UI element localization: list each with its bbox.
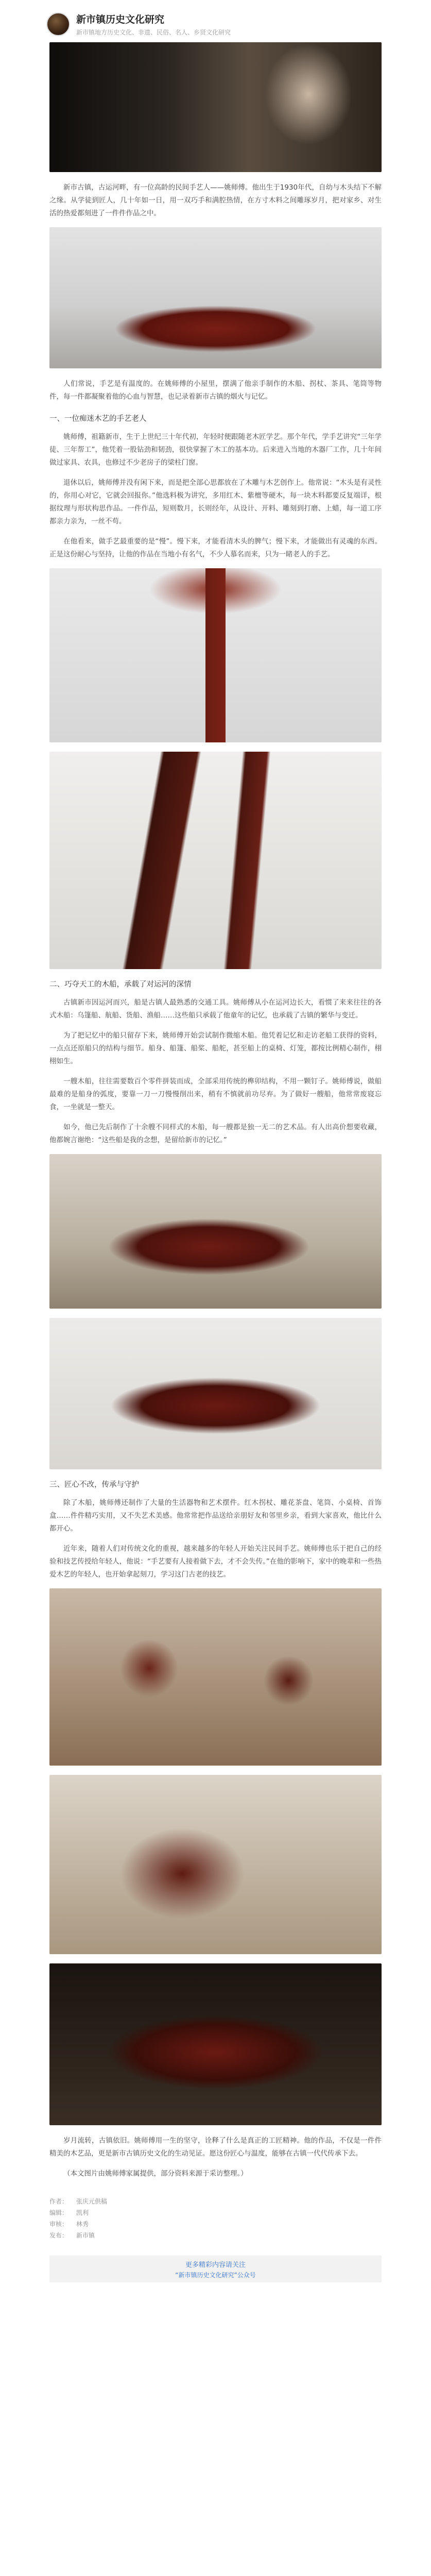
intro-paragraph-2: 人们常说，手艺是有温度的。在姚师傅的小屋里，摆满了他亲手制作的木船、拐杖、茶具、笔筒等物件，每一件都凝聚着他的心血与智慧，也记录着新市古镇的烟火与记忆。 (49, 380, 382, 401)
section-3-title: 三、匠心不改，传承与守护 (49, 1481, 139, 1489)
meta-review-value: 林秀 (76, 2221, 89, 2228)
wooden-boat-photo-2 (49, 1154, 382, 1309)
wooden-boat-photo-3 (49, 1318, 382, 1469)
article-meta (49, 2196, 382, 2241)
section-2-paragraph-3: 一艘木船，往往需要数百个零件拼装而成，全部采用传统的榫卯结构，不用一颗钉子。姚师傅说，做船最难的是船身的弧度，要靠一刀一刀慢慢削出来，稍有不慎就前功尽弃。为了做好一艘船，他常常废寝忘食，一坐就是一整天。 (49, 1077, 382, 1111)
meta-editor-row (49, 2207, 382, 2218)
wooden-boat-photo-1 (49, 227, 382, 368)
meta-author-key: 作者： (49, 2198, 68, 2205)
section-2-paragraph-2: 为了把记忆中的船只留存下来，姚师傅开始尝试制作微缩木船。他凭着记忆和走访老船工获得的资料，一点点还原船只的结构与细节。船身、船篷、船桨、船舵，甚至船上的桌椅、灯笼，都按比例精心制作，栩栩如生。 (49, 1031, 382, 1065)
meta-author-row (49, 2196, 382, 2207)
meta-publish-value: 新市镇 (76, 2232, 95, 2239)
promo-line-1: 更多精彩内容请关注 (185, 2261, 246, 2269)
section-1-paragraph-1: 姚师傅，祖籍新市，生于上世纪三十年代初，年轻时便跟随老木匠学艺。那个年代，学手艺讲究“三年学徒、三年帮工”，他凭着一股钻劲和韧劲，很快掌握了木工的基本功。后来进入当地的木器厂工作，几十年间做过家具、农具，也修过不少老房子的梁柱门窗。 (49, 433, 382, 467)
meta-author-value: 张庆元供稿 (76, 2198, 108, 2205)
article-body (0, 42, 431, 2282)
cane-photo-2 (49, 752, 382, 969)
account-info (76, 12, 231, 37)
meta-publish-row (49, 2230, 382, 2241)
promo-line-2[interactable]: “新市镇历史文化研究”公众号 (175, 2271, 256, 2279)
follow-promo-banner[interactable] (49, 2256, 382, 2282)
section-2-title: 二、巧夺天工的木船，承载了对运河的深情 (49, 980, 192, 989)
account-description: 新市镇地方历史文化、非遗、民俗、名人、乡贤文化研究 (76, 29, 231, 36)
account-header[interactable] (0, 0, 431, 36)
section-1-paragraph-3: 在他看来，做手艺最重要的是“慢”。慢下来，才能看清木头的脾气；慢下来，才能做出有灵魂的东西。正是这份耐心与坚持，让他的作品在当地小有名气，不少人慕名而来，只为一睹老人的手艺。 (49, 537, 382, 558)
section-2-paragraph-1: 古镇新市因运河而兴，船是古镇人最熟悉的交通工具。姚师傅从小在运河边长大，看惯了来来往往的各式木船：乌篷船、航船、货船、渔船……这些船只承载了他童年的记忆，也承载了古镇的繁华与变迁。 (49, 998, 382, 1020)
section-3-paragraph-4: （本文图片由姚师傅家属提供，部分资料来源于采访整理。） (63, 2170, 248, 2178)
account-avatar[interactable] (46, 12, 70, 36)
cane-photo-1 (49, 568, 382, 742)
section-3-paragraph-2: 近年来，随着人们对传统文化的重视，越来越多的年轻人开始关注民间手艺。姚师傅也乐于把自己的经验和技艺传授给年轻人，他说：“手艺要有人接着做下去，才不会失传。”在他的影响下，家中的晚辈和一些热爱木艺的年轻人，也开始拿起刻刀，学习这门古老的技艺。 (49, 1545, 382, 1579)
section-1-paragraph-2: 退休以后，姚师傅并没有闲下来，而是把全部心思都放在了木雕与木艺创作上。他常说：“木头是有灵性的，你用心对它，它就会回报你。”他选料极为讲究，多用红木、紫檀等硬木，每一块木料都要反复端详，根据纹理与形状构思作品。一件作品，短则数月，长则经年，从设计、开料、雕刻到打磨、上蜡，每一道工序都亲力亲为，一丝不苟。 (49, 479, 382, 526)
woodwork-collection-photo-1 (49, 1588, 382, 1766)
section-1-title: 一、一位痴迷木艺的手艺老人 (49, 415, 147, 423)
woodwork-collection-photo-2 (49, 1775, 382, 1954)
meta-review-key: 审核： (49, 2221, 68, 2228)
section-3-paragraph-1: 除了木船，姚师傅还制作了大量的生活器物和艺术摆件。红木拐杖、雕花茶盘、笔筒、小桌椅、首饰盒……件件精巧实用，又不失艺术美感。他常常把作品送给亲朋好友和邻里乡亲，看到大家喜欢，他比什么都开心。 (49, 1499, 382, 1533)
woodwork-collection-photo-3 (49, 1963, 382, 2125)
meta-review-row (49, 2218, 382, 2230)
meta-editor-value: 凯利 (76, 2209, 89, 2216)
craftsman-portrait-photo (49, 42, 382, 172)
section-2-paragraph-4: 如今，他已先后制作了十余艘不同样式的木船，每一艘都是独一无二的艺术品。有人出高价想要收藏，他都婉言谢绝：“这些船是我的念想，是留给新市的记忆。” (49, 1123, 382, 1144)
meta-publish-key: 发布： (49, 2232, 68, 2239)
account-name[interactable]: 新市镇历史文化研究 (76, 14, 165, 25)
intro-paragraph-1: 新市古镇，古运河畔，有一位高龄的民间手艺人——姚师傅。他出生于1930年代，自幼与木头结下不解之缘。从学徒到匠人，几十年如一日，用一双巧手和满腔热情，在方寸木料之间雕琢岁月，把对家乡、对生活的热爱都刻进了一件件作品之中。 (49, 183, 382, 217)
section-3-paragraph-3: 岁月流转，古镇依旧。姚师傅用一生的坚守，诠释了什么是真正的工匠精神。他的作品，不仅是一件件精美的木艺品，更是新市古镇历史文化的生动见证。愿这份匠心与温度，能够在古镇一代代传承下去。 (49, 2137, 382, 2158)
meta-editor-key: 编辑： (49, 2209, 68, 2216)
